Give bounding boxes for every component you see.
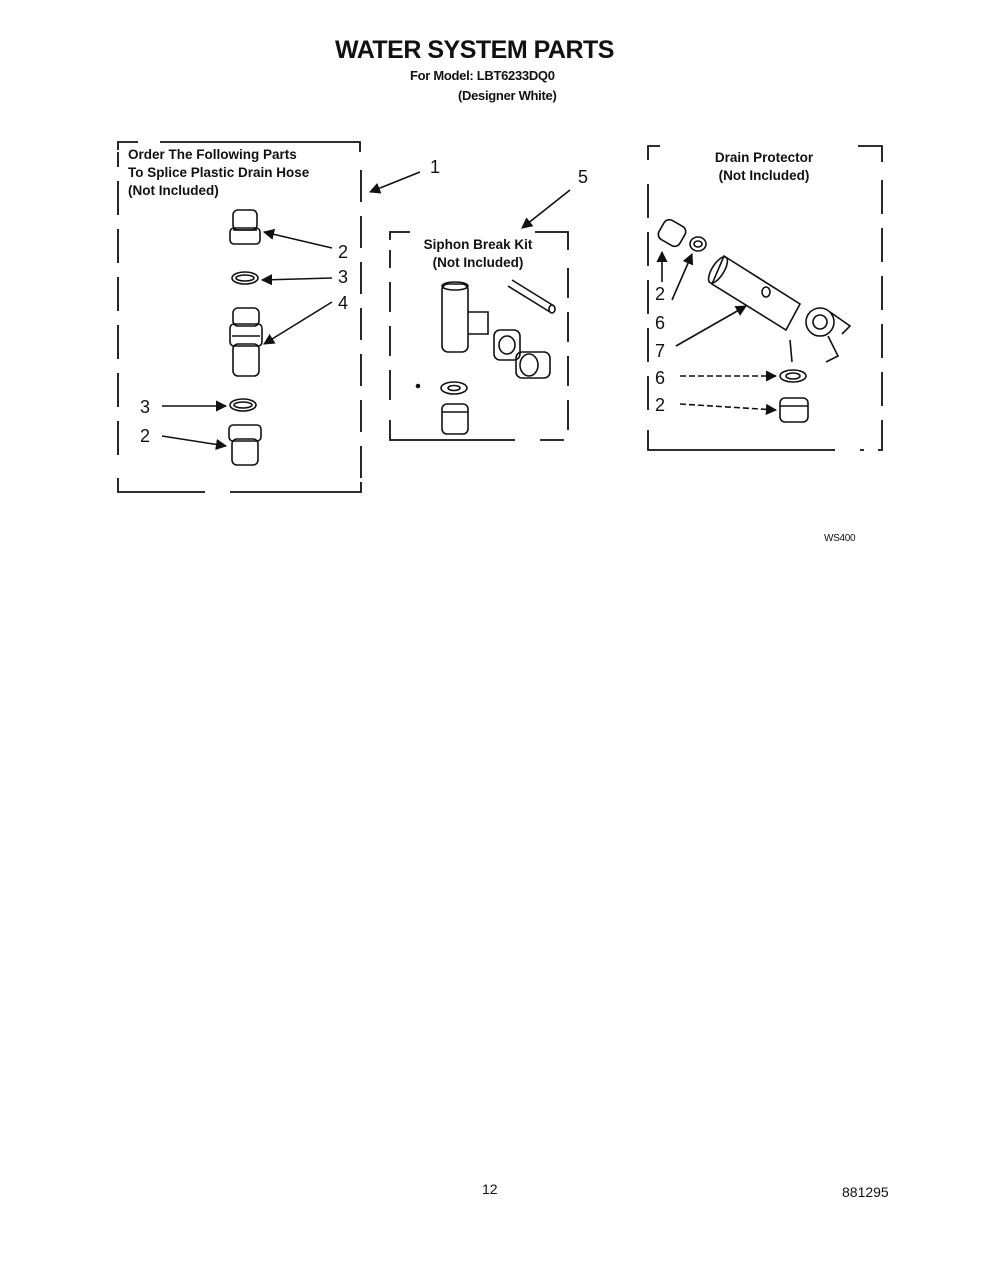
- leader-callout-5: [522, 190, 570, 228]
- siphon-heading-line-1: Siphon Break Kit: [423, 237, 533, 252]
- callout-splice-3a: 3: [338, 267, 349, 287]
- drain-heading-line-1: Drain Protector: [714, 150, 814, 165]
- leader-drain-2a-diag: [672, 254, 692, 300]
- callout-5: 5: [578, 167, 589, 187]
- drain-part-cap-bottom: [780, 398, 808, 422]
- callout-drain-6a: 6: [655, 313, 666, 333]
- callout-splice-4: 4: [338, 293, 349, 313]
- page-title: WATER SYSTEM PARTS: [335, 36, 614, 64]
- callout-drain-2a: 2: [655, 284, 666, 304]
- callout-splice-2a: 2: [338, 242, 349, 262]
- splice-heading-line-1: Order The Following Parts: [128, 147, 297, 162]
- model-line: For Model: LBT6233DQ0: [410, 68, 555, 83]
- leader-splice-3a: [262, 278, 332, 280]
- figure-code: WS400: [824, 533, 856, 544]
- splice-heading-line-3: (Not Included): [128, 183, 219, 198]
- leader-splice-2b: [162, 436, 226, 446]
- siphon-part-tube: [508, 280, 555, 313]
- color-line: (Designer White): [458, 88, 557, 103]
- siphon-heading-line-2: (Not Included): [432, 255, 524, 270]
- siphon-part-washer: [441, 382, 467, 394]
- drain-part-body: [705, 254, 850, 362]
- splice-part-connector: [230, 308, 262, 376]
- splice-box-heading: [128, 146, 309, 200]
- callout-drain-2b: 2: [655, 395, 666, 415]
- siphon-dot: [417, 385, 420, 388]
- splice-part-coupling-bottom: [229, 425, 261, 465]
- splice-heading-line-2: To Splice Plastic Drain Hose: [128, 165, 310, 180]
- drain-box-heading: [684, 149, 844, 185]
- callout-drain-6b: 6: [655, 368, 666, 388]
- doc-code: 881295: [842, 1184, 889, 1200]
- callout-splice-3b: 3: [140, 397, 151, 417]
- leader-splice-4: [264, 302, 332, 344]
- page-number: 12: [482, 1181, 498, 1197]
- leader-callout-1: [370, 172, 420, 192]
- splice-part-coupling-top: [230, 210, 260, 244]
- drain-part-cap-top: [656, 217, 688, 248]
- callout-drain-7: 7: [655, 341, 666, 361]
- drain-part-ring-top: [690, 237, 706, 251]
- leader-drain-2b: [680, 404, 776, 410]
- siphon-part-tee: [442, 282, 488, 352]
- siphon-part-coupling: [442, 404, 468, 434]
- callout-splice-2b: 2: [140, 426, 151, 446]
- leader-drain-7: [676, 306, 746, 346]
- splice-part-clamp-top: [232, 272, 258, 284]
- drain-part-washer: [780, 370, 806, 382]
- splice-part-clamp-bottom: [230, 399, 256, 411]
- leader-splice-2a: [264, 232, 332, 248]
- drain-heading-line-2: (Not Included): [718, 168, 810, 183]
- siphon-part-cap: [516, 352, 550, 378]
- siphon-box-heading: [400, 236, 556, 272]
- callout-1: 1: [430, 157, 441, 177]
